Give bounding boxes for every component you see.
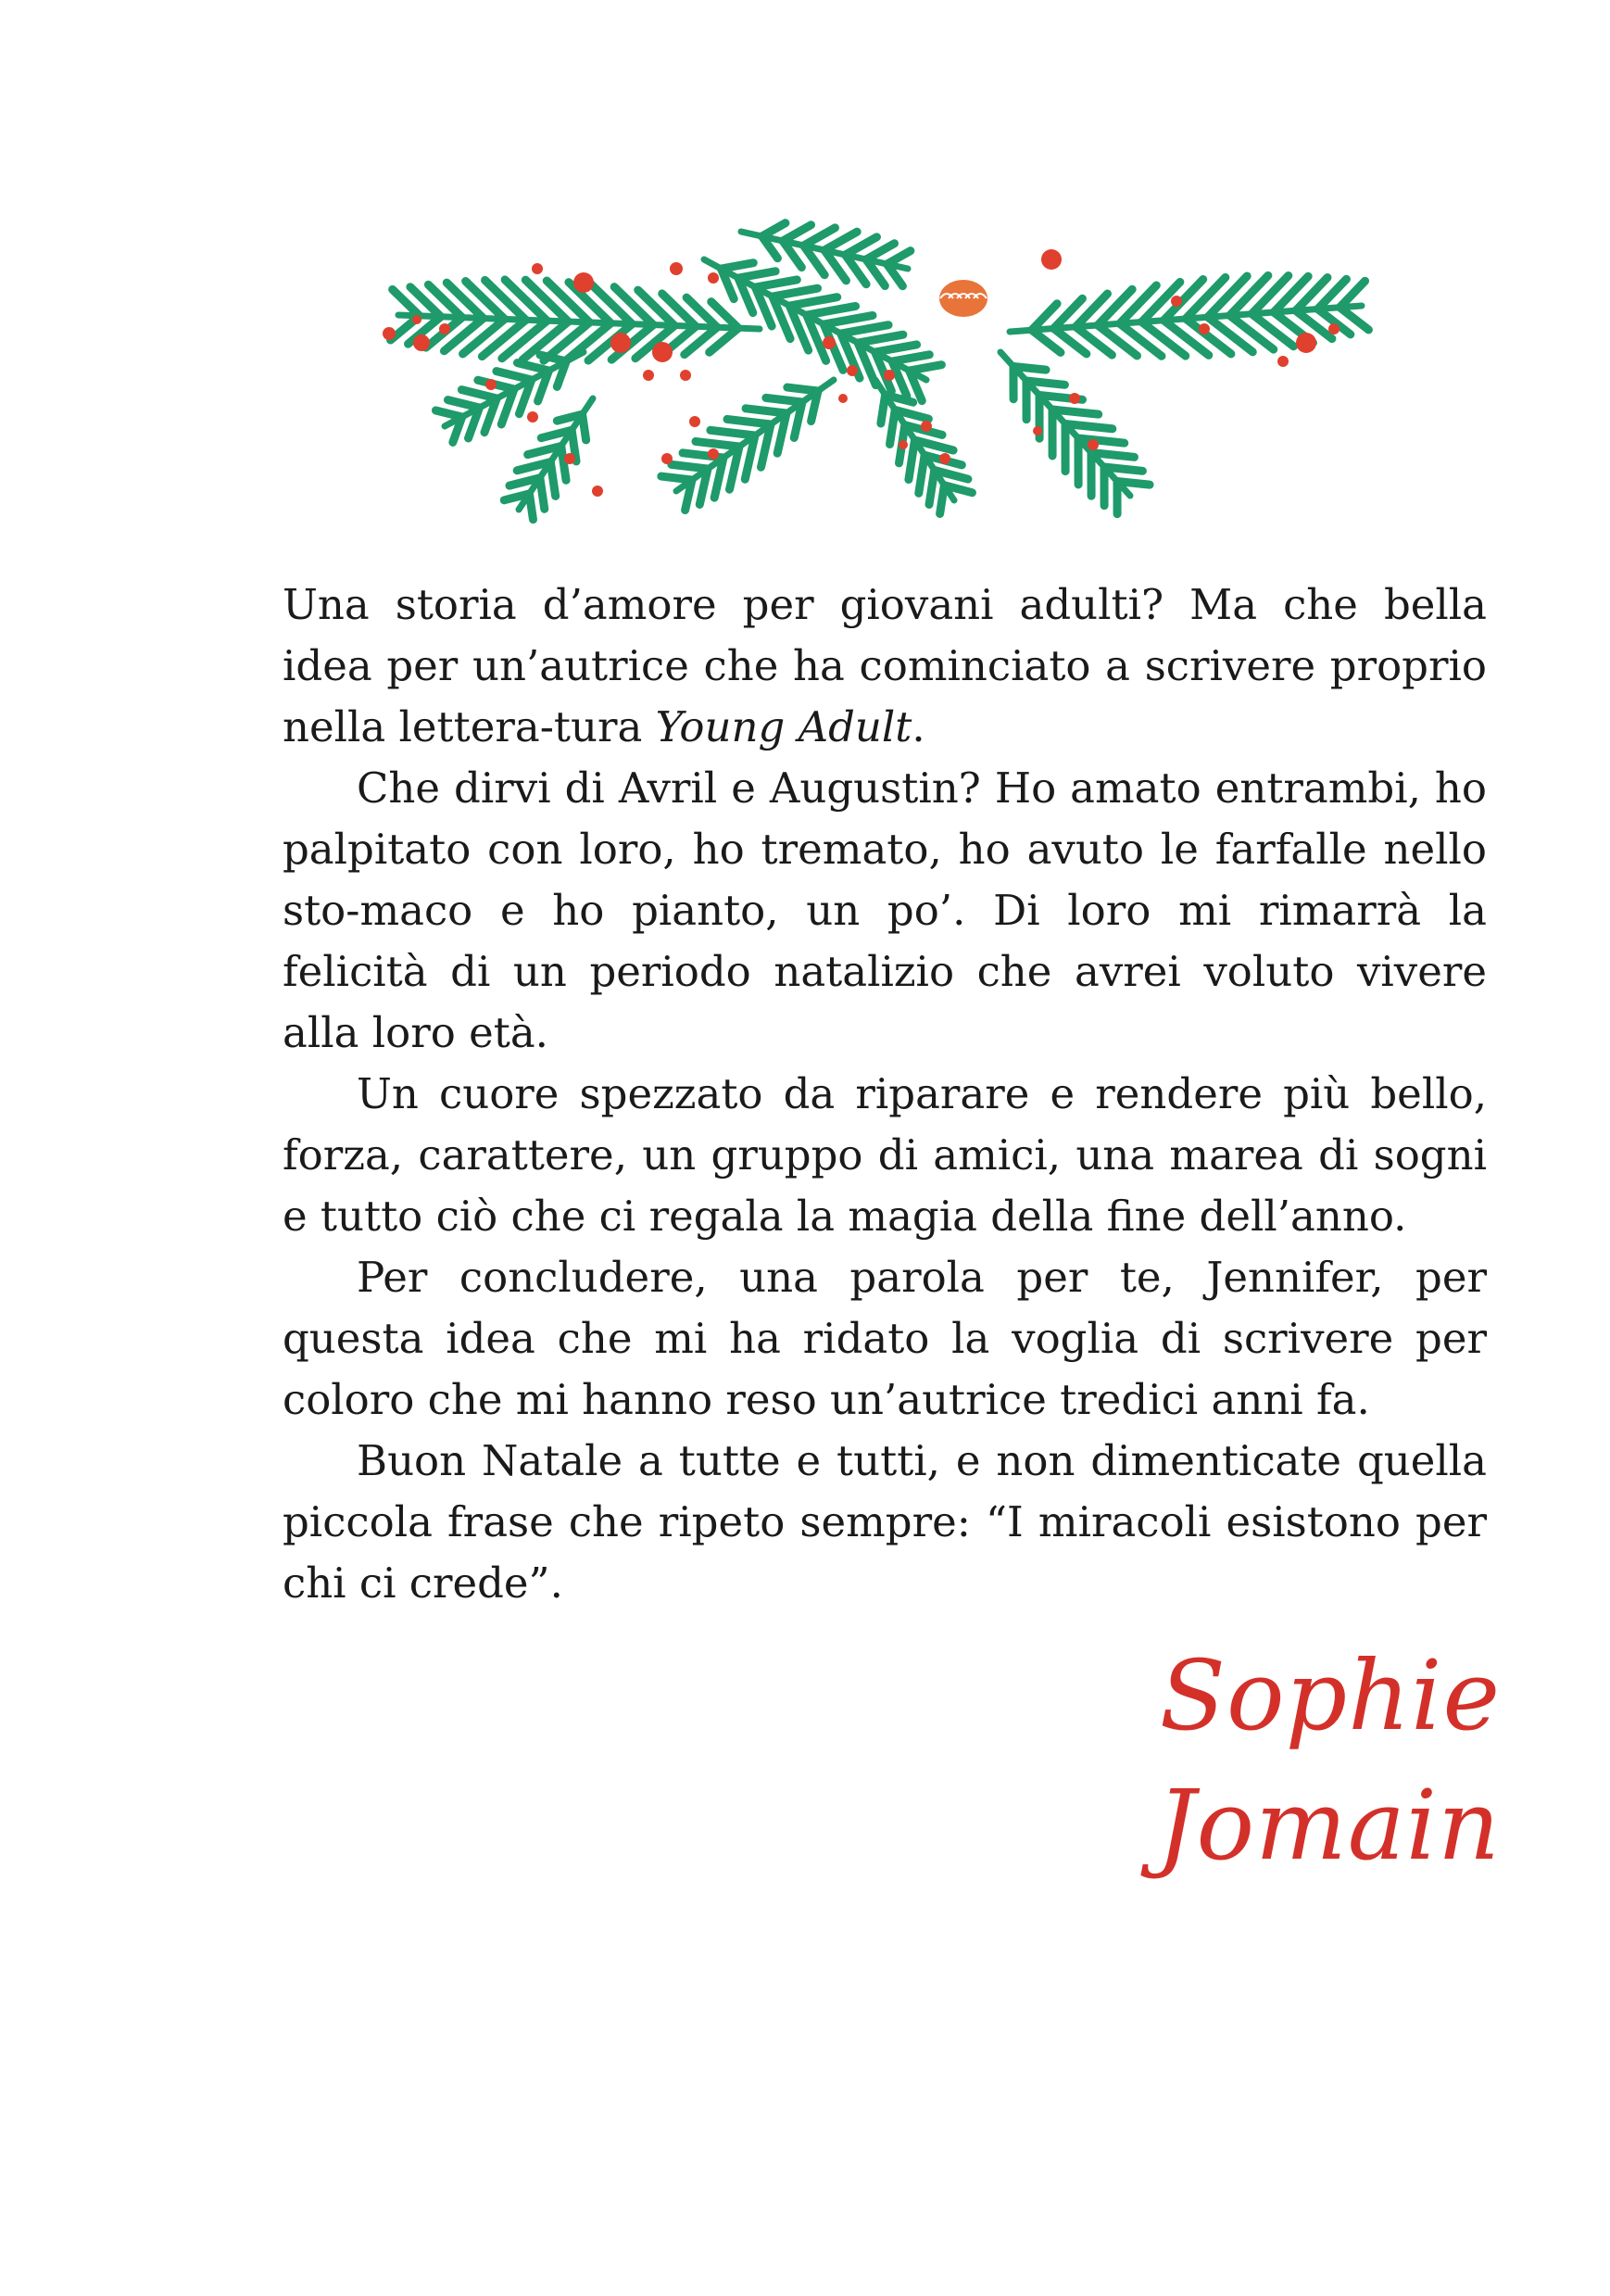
paragraph-2: Che dirvi di Avril e Augustin? Ho amato entrambi, ho palpitato con loro, ho tremato, ho avuto le farfalle nello sto-maco e ho pianto, un po’. Di loro mi rimarrà la felicità di un periodo natalizio che avrei voluto vivere alla loro età. [283,763,1487,1057]
book-genre: Young Adult [655,702,912,751]
paragraph-1: Una storia d’amore per giovani adulti? Ma che bella idea per un’autrice che ha cominciato a scrivere proprio nella lettera-tura Young Adult. [283,580,1487,751]
author-signature: Sophie Jomain [1156,1639,1501,1882]
paragraph-3: Un cuore spezzato da riparare e rendere più bello, forza, carattere, un gruppo di amici, una marea di sogni e tutto ciò che ci regala la magia della fine dell’anno. [283,1069,1487,1241]
letter-body [283,574,1487,1614]
paragraph-4: Per concludere, una parola per te, Jennifer, per questa idea che mi ha ridato la voglia di scrivere per coloro che mi hanno reso un’autrice tredici anni fa. [283,1253,1487,1424]
paragraph-5: Buon Natale a tutte e tutti, e non dimenticate quella piccola frase che ripeto sempre: “I miracoli esistono per chi ci crede”. [283,1436,1487,1608]
pine-branch-with-berries-icon [371,213,1408,528]
